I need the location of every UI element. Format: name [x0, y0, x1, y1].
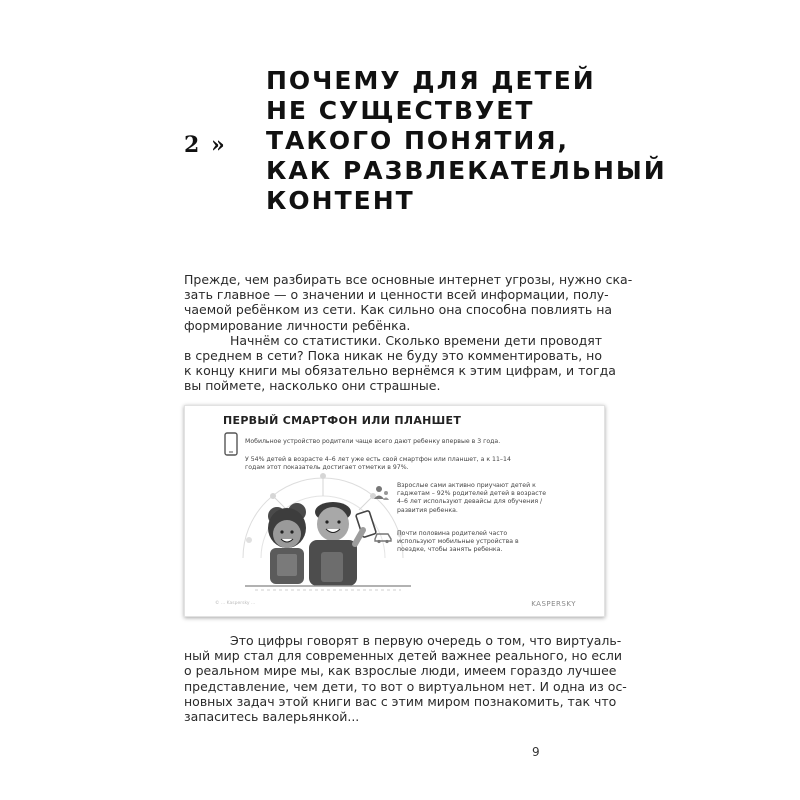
infographic-fact-first-device: Мобильное устройство родители чаще всего дают ребенку впервые в 3 года. — [245, 438, 501, 445]
infographic-footer-note: © ... Kaspersky ... — [215, 601, 256, 606]
chapter-title-line: КОНТЕНТ — [266, 186, 415, 215]
page-number: 9 — [532, 745, 540, 759]
smartphone-icon — [221, 430, 241, 460]
text-line: в среднем в сети? Пока никак не буду это комментировать, но — [184, 348, 602, 364]
infographic-fact-parents: Взрослые сами активно приучают детей к гаджетам – 92% родителей детей в возрасте 4–6 лет используют девайсы для обучения / развития ребенка. — [397, 482, 547, 514]
text-line: чаемой ребёнком из сети. Как сильно она способна повлиять на — [184, 302, 613, 318]
text-line: Это цифры говорят в первую очередь о том, что виртуаль- — [230, 633, 622, 648]
infographic-title: ПЕРВЫЙ СМАРТФОН ИЛИ ПЛАНШЕТ — [223, 414, 462, 427]
text-line: новных задач этой книги вас с этим миром познакомить, так что — [184, 693, 617, 709]
text-line: о реальном мире мы, как взрослые люди, имеем гораздо лучшее — [184, 663, 617, 679]
chapter-title-line: ТАКОГО ПОНЯТИЯ, — [266, 126, 570, 155]
chapter-number: 2 » — [184, 132, 227, 158]
text-line: представление, чем дети, то вот о виртуальном нет. И одна из ос- — [184, 678, 627, 694]
infographic-fact-travel: Почти половина родителей часто используют мобильные устройства в поездке, чтобы занять ребенка. — [397, 530, 519, 554]
infographic-card — [184, 405, 605, 617]
text-line: зать главное — о значении и ценности всей информации, полу- — [184, 287, 609, 303]
text-line: Прежде, чем разбирать все основные интернет угрозы, нужно ска- — [184, 272, 633, 287]
chapter-title-line: НЕ СУЩЕСТВУЕТ — [266, 96, 535, 125]
text-line: запаситесь валерьянкой... — [184, 709, 360, 725]
text-line: вы поймете, насколько они страшные. — [184, 378, 441, 394]
chapter-title-line: ПОЧЕМУ ДЛЯ ДЕТЕЙ — [266, 66, 596, 95]
infographic-fact-ownership: У 54% детей в возрасте 4–6 лет уже есть свой смартфон или планшет, а к 11–14 годам этот показатель достигает отметки в 97%. — [245, 456, 511, 472]
text-line: к концу книги мы обязательно вернёмся к этим цифрам, и тогда — [184, 363, 616, 379]
chapter-title — [266, 66, 667, 216]
text-line: ный мир стал для современных детей важнее реального, но если — [184, 648, 623, 664]
kaspersky-logo: KASPERSKY — [531, 600, 576, 608]
text-line: Начнём со статистики. Сколько времени дети проводят — [230, 332, 603, 348]
intro-paragraph — [184, 272, 633, 394]
parent-child-icon — [373, 484, 391, 502]
text-line: формирование личности ребёнка. — [184, 317, 411, 333]
car-icon — [373, 530, 393, 544]
chapter-title-line: КАК РАЗВЛЕКАТЕЛЬНЫЙ — [266, 156, 667, 185]
closing-paragraph — [184, 633, 627, 725]
